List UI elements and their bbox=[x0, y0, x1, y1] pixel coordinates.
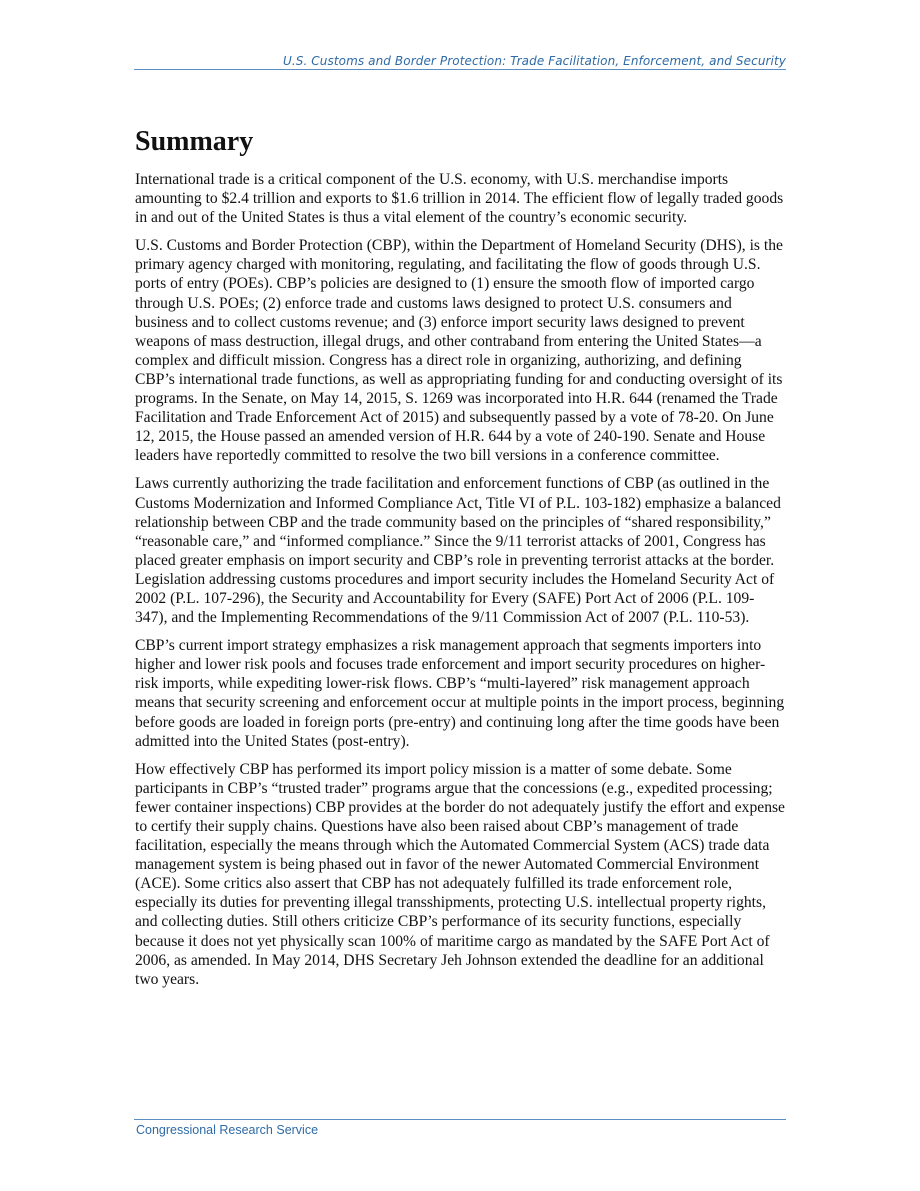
header-divider bbox=[134, 69, 786, 70]
section-title: Summary bbox=[135, 126, 254, 157]
summary-paragraph-4: CBP’s current import strategy emphasizes a risk management approach that segments importers into higher and lower risk pools and focuses trade enforcement and import security procedures on higher-risk imports, while expediting lower-risk flows. CBP’s “multi-layered” risk management approach means that security screening and enforcement occur at multiple points in the import process, beginning before goods are loaded in foreign ports (pre-entry) and continuing long after the time goods have been admitted into the United States (post-entry). bbox=[135, 637, 785, 750]
footer-divider bbox=[134, 1119, 786, 1120]
summary-paragraph-3: Laws currently authorizing the trade facilitation and enforcement functions of CBP (as outlined in the Customs Modernization and Informed Compliance Act, Title VI of P.L. 103-182) emphasize a balanced relationship between CBP and the trade community based on the principles of “shared responsibility,” “reasonable care,” and “informed compliance.” Since the 9/11 terrorist attacks of 2001, Congress has placed greater emphasis on import security and CBP’s role in preventing terrorist attacks at the border. Legislation addressing customs procedures and import security includes the Homeland Security Act of 2002 (P.L. 107-296), the Security and Accountability for Every (SAFE) Port Act of 2006 (P.L. 109-347), and the Implementing Recommendations of the 9/11 Commission Act of 2007 (P.L. 110-53). bbox=[135, 475, 781, 627]
summary-paragraph-2: U.S. Customs and Border Protection (CBP), within the Department of Homeland Security (DHS), is the primary agency charged with monitoring, regulating, and facilitating the flow of goods through U.S. ports of entry (POEs). CBP’s policies are designed to (1) ensure the smooth flow of imported cargo through U.S. POEs; (2) enforce trade and customs laws designed to protect U.S. consumers and business and to collect customs revenue; and (3) enforce import security laws designed to prevent weapons of mass destruction, illegal drugs, and other contraband from entering the United States—a complex and difficult mission. Congress has a direct role in organizing, authorizing, and defining CBP’s international trade functions, as well as appropriating funding for and conducting oversight of its programs. In the Senate, on May 14, 2015, S. 1269 was incorporated into H.R. 644 (renamed the Trade Facilitation and Trade Enforcement Act of 2015) and subsequently passed by a vote of 78-20. On June 12, 2015, the House passed an amended version of H.R. 644 by a vote of 240-190. Senate and House leaders have reportedly committed to resolve the two bill versions in a conference committee. bbox=[135, 237, 783, 465]
running-header-title: U.S. Customs and Border Protection: Trade Facilitation, Enforcement, and Security bbox=[282, 54, 786, 68]
document-body bbox=[135, 124, 785, 998]
summary-paragraph-5: How effectively CBP has performed its import policy mission is a matter of some debate. Some participants in CBP’s “trusted trader” programs argue that the concessions (e.g., expedited processing; fewer container inspections) CBP provides at the border do not adequately justify the effort and expense to certify their supply chains. Questions have also been raised about CBP’s management of trade facilitation, especially the means through which the Automated Commercial System (ACS) trade data management system is being phased out in favor of the newer Automated Commercial Environment (ACE). Some critics also assert that CBP has not adequately fulfilled its trade enforcement role, especially its duties for preventing illegal transshipments, protecting U.S. intellectual property rights, and collecting duties. Still others criticize CBP’s performance of its security functions, especially because it does not yet physically scan 100% of maritime cargo as mandated by the SAFE Port Act of 2006, as amended. In May 2014, DHS Secretary Jeh Johnson extended the deadline for an additional two years. bbox=[135, 760, 785, 988]
footer-publisher: Congressional Research Service bbox=[136, 1123, 319, 1137]
summary-paragraph-1: International trade is a critical component of the U.S. economy, with U.S. merchandise imports amounting to $2.4 trillion and exports to $1.6 trillion in 2014. The efficient flow of legally traded goods in and out of the United States is thus a vital element of the country’s economic security. bbox=[135, 171, 784, 227]
